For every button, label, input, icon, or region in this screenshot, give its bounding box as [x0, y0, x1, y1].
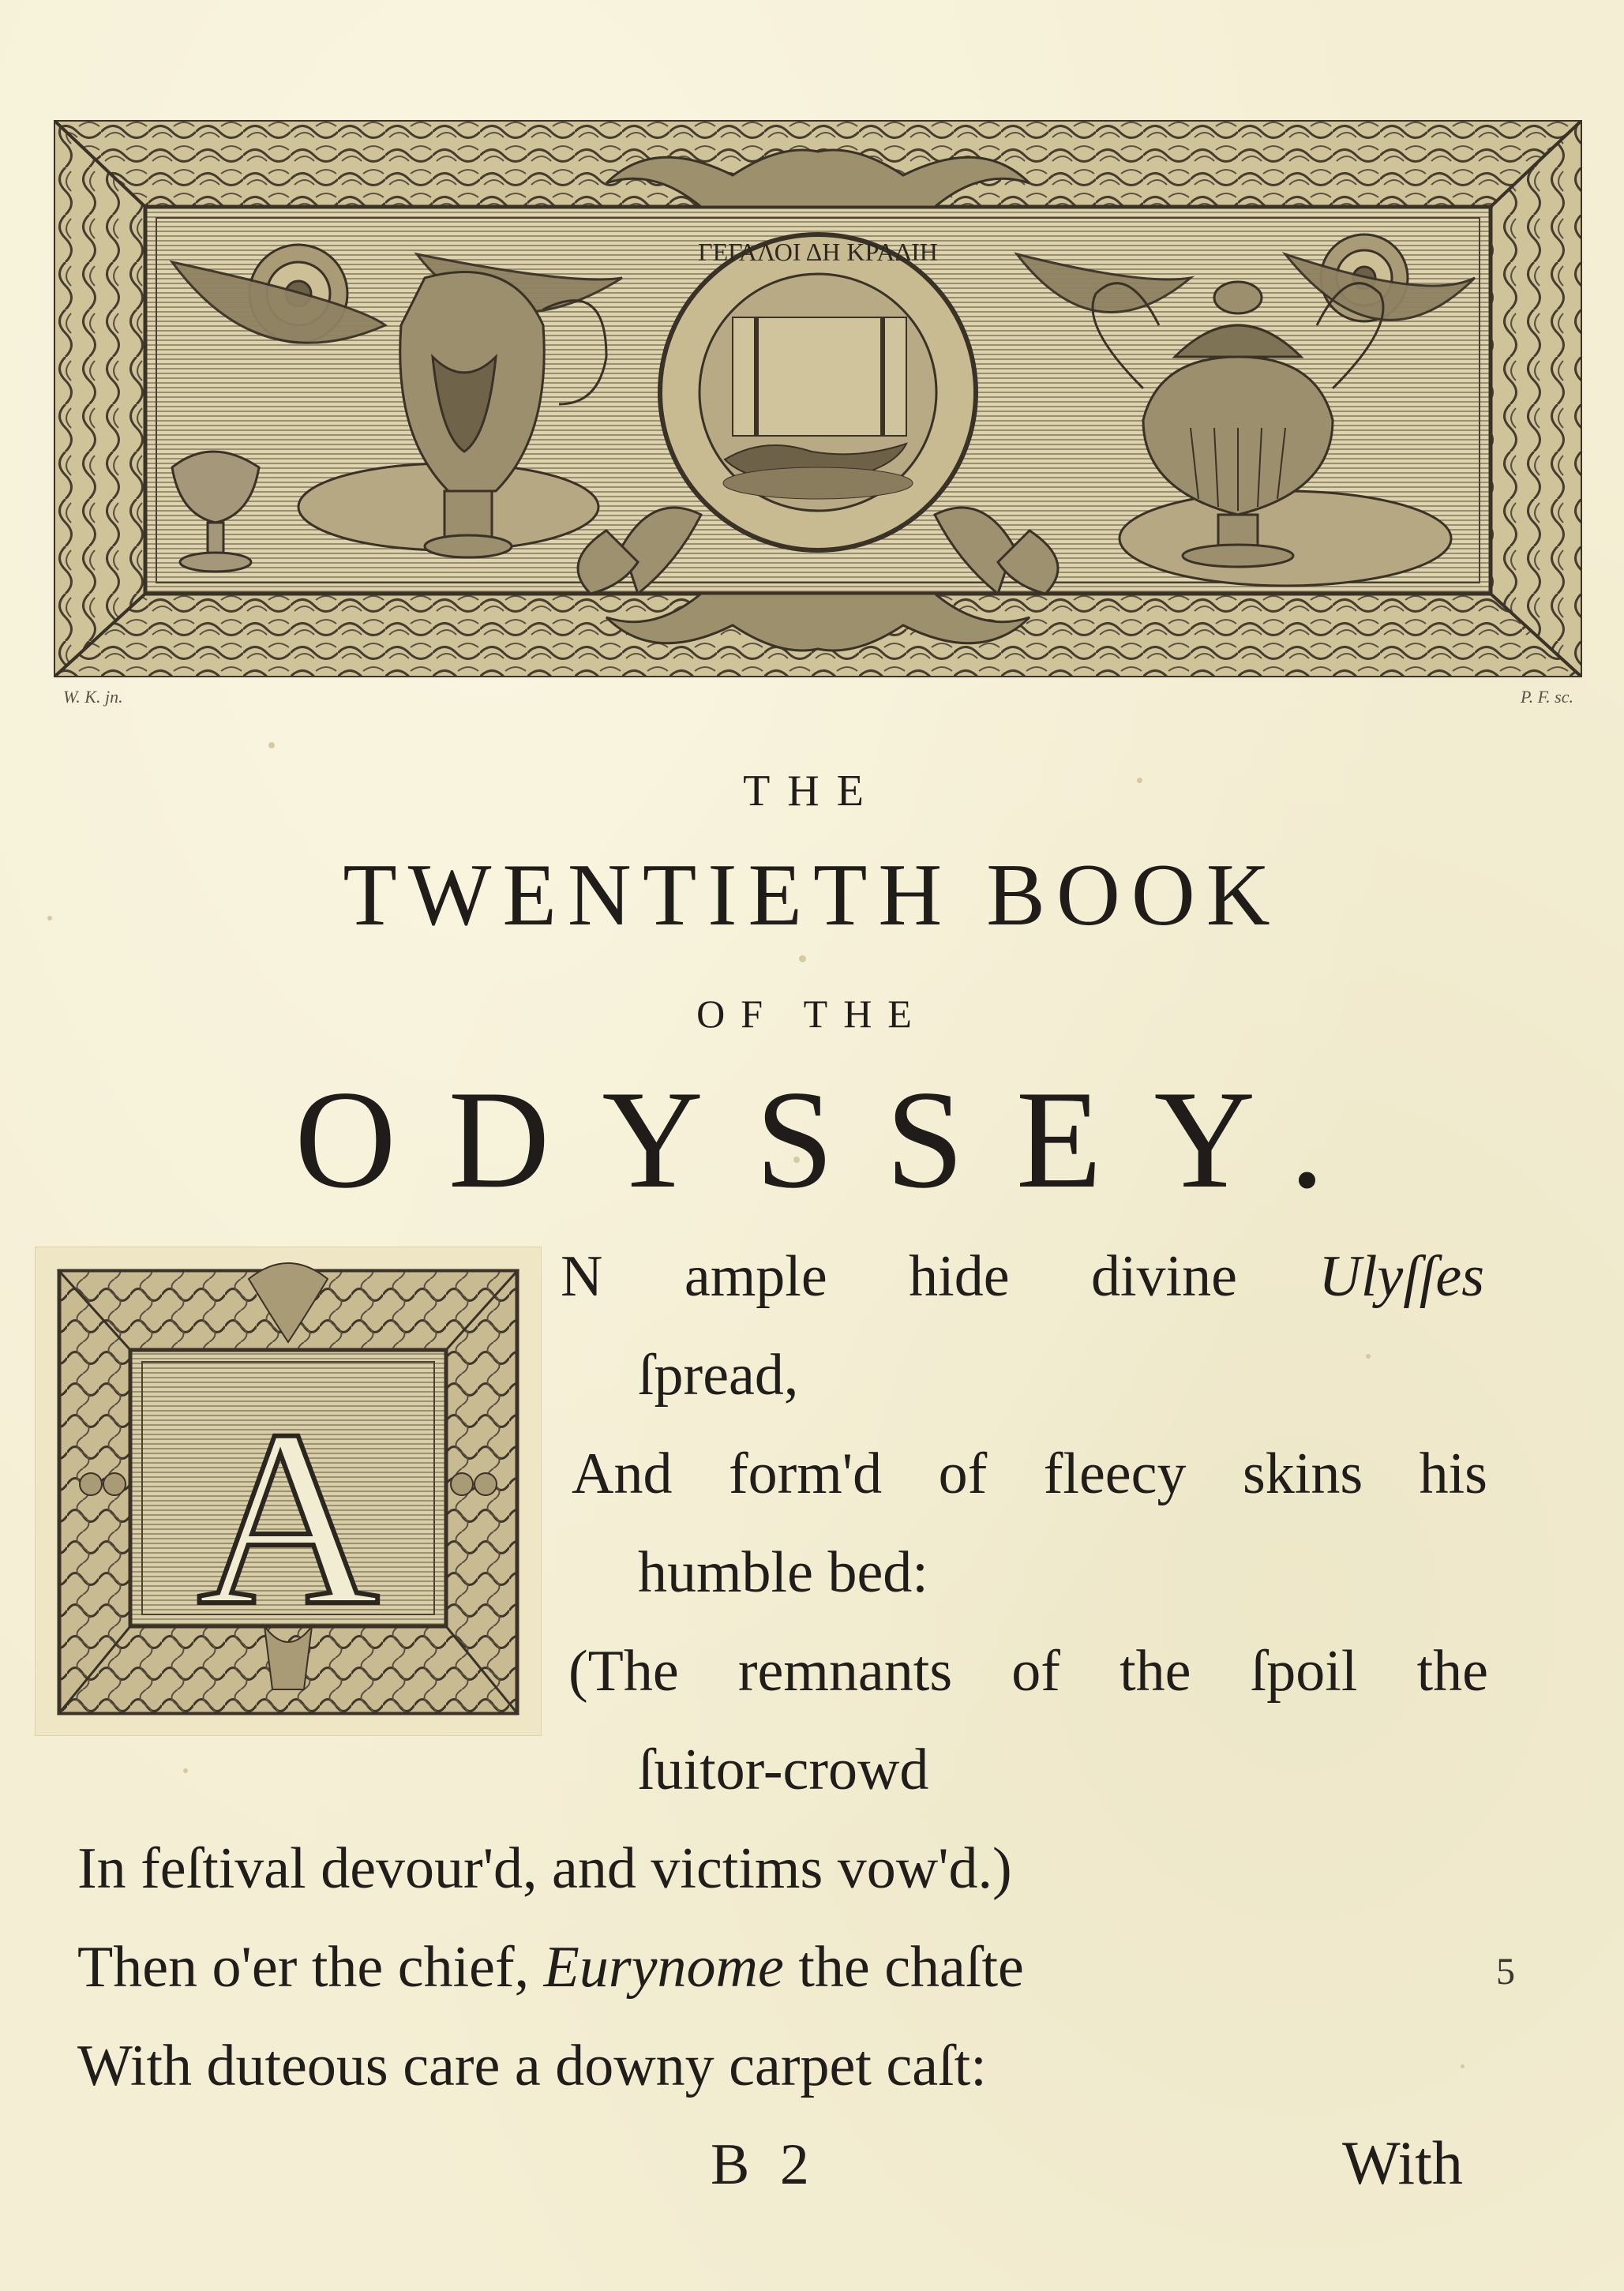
verse-word: of: [1011, 1639, 1060, 1704]
heading-of-the: OF THE: [696, 992, 928, 1036]
medallion-inscription: ΓΕΓΑΛΟΙ ΔΗ ΚΡΑΔΙΗ: [698, 238, 938, 266]
catchword: With: [1342, 2128, 1463, 2197]
paper-speck: [183, 1768, 188, 1773]
headpiece-engraving: [54, 120, 1582, 677]
verse-line-2: ſpread,: [638, 1343, 799, 1408]
verse-word: hide: [909, 1244, 1010, 1309]
verse-word: ſpoil: [1250, 1639, 1358, 1704]
ornamental-drop-capital: [36, 1247, 541, 1735]
printer-signature: B 2: [711, 2132, 817, 2197]
verse-word: of: [938, 1442, 988, 1506]
verse-line-8: [77, 1934, 1024, 2001]
verse-word: divine: [1090, 1244, 1237, 1309]
engraver-credit-right: P. F. sc.: [1520, 687, 1573, 707]
headpiece-illustration: [54, 120, 1582, 677]
drop-capital-letter: A: [197, 1378, 380, 1658]
verse-text: the chaſte: [783, 1935, 1024, 2000]
verse-word: the: [1120, 1639, 1191, 1704]
paper-speck: [799, 955, 806, 962]
verse-word-name: Ulyſſes: [1318, 1244, 1484, 1309]
verse-text: Then o'er the chief,: [77, 1935, 544, 2000]
engraver-credit-left: W. K. jn.: [63, 687, 123, 707]
verse-line-9: With duteous care a downy carpet caſt:: [77, 2034, 987, 2098]
verse-line-4: humble bed:: [638, 1540, 928, 1605]
verse-word: fleecy: [1043, 1442, 1187, 1506]
verse-word-name: Eurynome: [543, 1935, 784, 2000]
margin-line-number: 5: [1496, 1951, 1515, 1993]
drop-capital-frame: [36, 1247, 541, 1735]
heading-book-title: TWENTIETH BOOK: [343, 846, 1281, 944]
paper-speck: [1366, 1354, 1371, 1359]
verse-line-3: [572, 1441, 1487, 1508]
verse-word: his: [1419, 1442, 1487, 1506]
verse-word: form'd: [728, 1442, 883, 1506]
heading-the: THE: [743, 767, 881, 816]
verse-word: skins: [1242, 1442, 1363, 1506]
verse-line-7: In feſtival devour'd, and victims vow'd.): [77, 1836, 1012, 1901]
verse-word: remnants: [737, 1639, 953, 1704]
verse-line-5: [568, 1638, 1488, 1705]
paper-speck: [268, 742, 275, 748]
verse-word: the: [1416, 1639, 1488, 1704]
verse-line-6: ſuitor-crowd: [638, 1738, 929, 1802]
verse-line-1: [561, 1243, 1484, 1310]
verse-word: (The: [568, 1639, 679, 1704]
paper-speck: [1461, 2064, 1465, 2068]
heading-work-title: ODYSSEY.: [294, 1061, 1377, 1217]
verse-word: ample: [684, 1244, 827, 1309]
verse-word: N: [561, 1244, 603, 1309]
verse-word: And: [572, 1442, 673, 1506]
